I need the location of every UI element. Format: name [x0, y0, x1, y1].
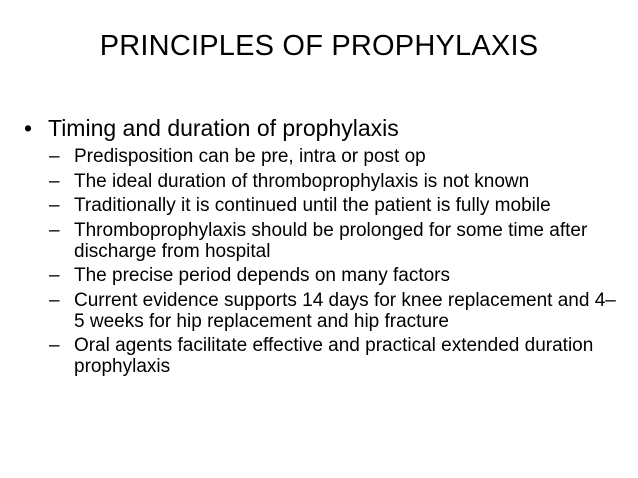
- sub-bullet-item: [22, 171, 622, 192]
- dash-marker: –: [49, 146, 60, 167]
- dash-marker: –: [49, 289, 60, 311]
- dash-marker: –: [49, 219, 60, 241]
- sub-bullet-text: Traditionally it is continued until the patient is fully mobile: [74, 195, 551, 216]
- sub-bullet-item: [22, 335, 622, 377]
- dash-marker: –: [49, 195, 60, 216]
- slide-title: PRINCIPLES OF PROPHYLAXIS: [99, 30, 539, 62]
- main-bullet-text: Timing and duration of prophylaxis: [48, 115, 399, 141]
- sub-bullet-text: Oral agents facilitate effective and practical extended duration prophylaxis: [74, 335, 594, 377]
- sub-bullet-text: Predisposition can be pre, intra or post op: [74, 146, 426, 167]
- dash-marker: –: [49, 265, 60, 286]
- sub-bullet-item: [22, 265, 622, 286]
- dash-marker: –: [49, 170, 60, 192]
- sub-bullet-item: [22, 195, 622, 216]
- sub-bullet-text: The ideal duration of thromboprophylaxis is not known: [74, 170, 530, 192]
- dash-marker: –: [49, 335, 60, 356]
- main-bullet: [22, 114, 622, 142]
- sub-bullet-text: Thromboprophylaxis should be prolonged for some time after discharge from hospital: [74, 219, 588, 262]
- bullet-marker: •: [24, 115, 33, 141]
- sub-bullet-item: [22, 146, 622, 167]
- sub-bullet-item: [22, 290, 622, 332]
- slide-content: [22, 114, 622, 381]
- sub-bullet-list: [22, 146, 622, 377]
- sub-bullet-text: The precise period depends on many factors: [74, 265, 450, 286]
- sub-bullet-text: Current evidence supports 14 days for knee replacement and 4–5 weeks for hip replacement and hip fracture: [74, 289, 616, 332]
- sub-bullet-item: [22, 220, 622, 262]
